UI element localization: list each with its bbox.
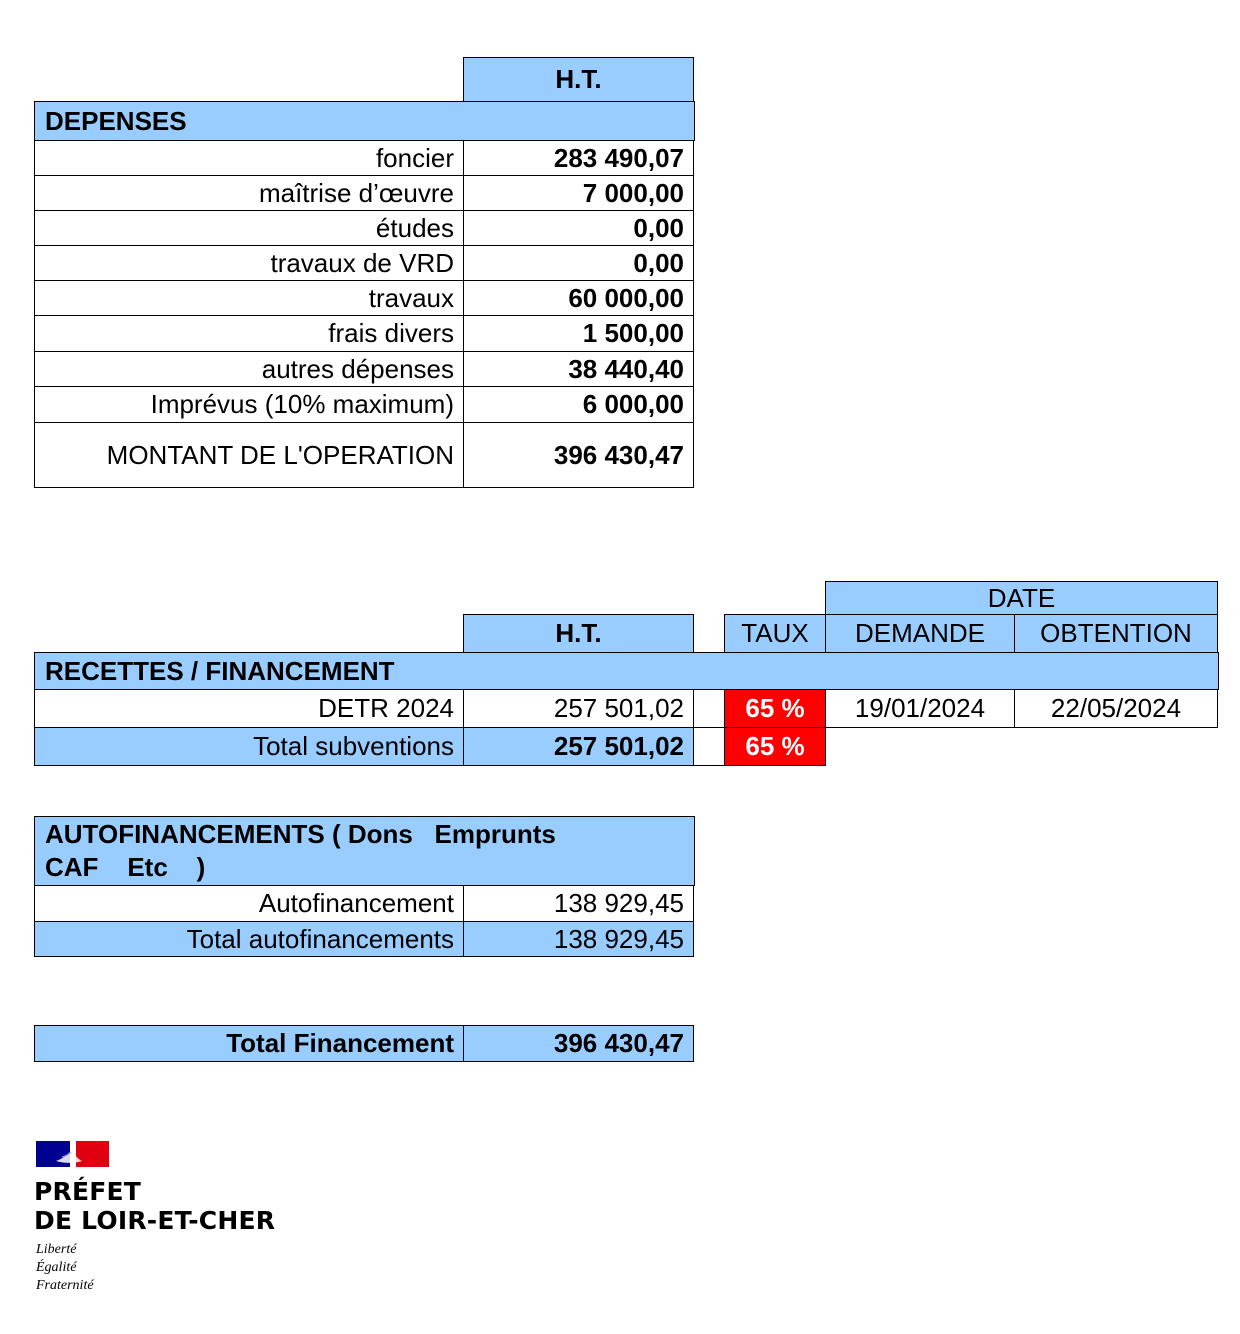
date-header: DATE — [825, 581, 1218, 615]
depense-value-imprevus: 6 000,00 — [463, 386, 694, 423]
depense-value-maitrise: 7 000,00 — [463, 175, 694, 211]
republique-francaise-flag-icon — [36, 1141, 109, 1167]
logo-motto-liberte: Liberté — [36, 1242, 77, 1257]
depense-value-etudes: 0,00 — [463, 210, 694, 246]
depense-label-imprevus: Imprévus (10% maximum) — [34, 386, 464, 423]
detr-date-demande: 19/01/2024 — [825, 689, 1015, 728]
depense-label-travaux: travaux — [34, 280, 464, 316]
montant-operation-label: MONTANT DE L'OPERATION — [34, 422, 464, 488]
depense-label-vrd: travaux de VRD — [34, 245, 464, 281]
total-subventions-value: 257 501,02 — [463, 727, 694, 766]
demande-header: DEMANDE — [825, 614, 1015, 653]
total-subventions-taux: 65 % — [724, 727, 826, 766]
depense-value-travaux: 60 000,00 — [463, 280, 694, 316]
depense-value-autres: 38 440,40 — [463, 351, 694, 387]
autofinancement-label: Autofinancement — [34, 885, 464, 922]
depense-label-frais: frais divers — [34, 315, 464, 352]
total-financement-value: 396 430,47 — [463, 1025, 694, 1062]
autofinancements-header-line1: AUTOFINANCEMENTS ( Dons Emprunts — [45, 819, 556, 849]
depense-label-autres: autres dépenses — [34, 351, 464, 387]
autofinancements-header-line2: CAF Etc ) — [45, 852, 206, 882]
depenses-section-header: DEPENSES — [34, 101, 695, 141]
detr-date-obtention: 22/05/2024 — [1014, 689, 1218, 728]
autofinancement-value: 138 929,45 — [463, 885, 694, 922]
logo-motto-fraternite: Fraternité — [36, 1278, 94, 1293]
detr-spacer-cell — [693, 689, 725, 728]
logo-prefet-line1: PRÉFET — [34, 1177, 142, 1206]
taux-header: TAUX — [724, 614, 826, 653]
depense-value-vrd: 0,00 — [463, 245, 694, 281]
total-financement-label: Total Financement — [34, 1025, 464, 1062]
depense-label-foncier: foncier — [34, 140, 464, 176]
detr-value: 257 501,02 — [463, 689, 694, 728]
depense-value-foncier: 283 490,07 — [463, 140, 694, 176]
recettes-ht-header: H.T. — [463, 614, 694, 653]
recettes-section-header: RECETTES / FINANCEMENT — [34, 652, 1219, 690]
depense-label-etudes: études — [34, 210, 464, 246]
depense-value-frais: 1 500,00 — [463, 315, 694, 352]
detr-taux: 65 % — [724, 689, 826, 728]
logo-prefet-line2: DE LOIR-ET-CHER — [34, 1206, 276, 1235]
total-autofinancements-label: Total autofinancements — [34, 921, 464, 957]
depense-label-maitrise: maîtrise d’œuvre — [34, 175, 464, 211]
logo-motto-egalite: Égalité — [36, 1260, 77, 1275]
obtention-header: OBTENTION — [1014, 614, 1218, 653]
montant-operation-value: 396 430,47 — [463, 422, 694, 488]
autofinancements-section-header — [34, 816, 695, 886]
total-subventions-label: Total subventions — [34, 727, 464, 766]
detr-label: DETR 2024 — [34, 689, 464, 728]
total-autofinancements-value: 138 929,45 — [463, 921, 694, 957]
total-spacer-cell — [693, 727, 725, 766]
depenses-ht-header: H.T. — [463, 57, 694, 102]
